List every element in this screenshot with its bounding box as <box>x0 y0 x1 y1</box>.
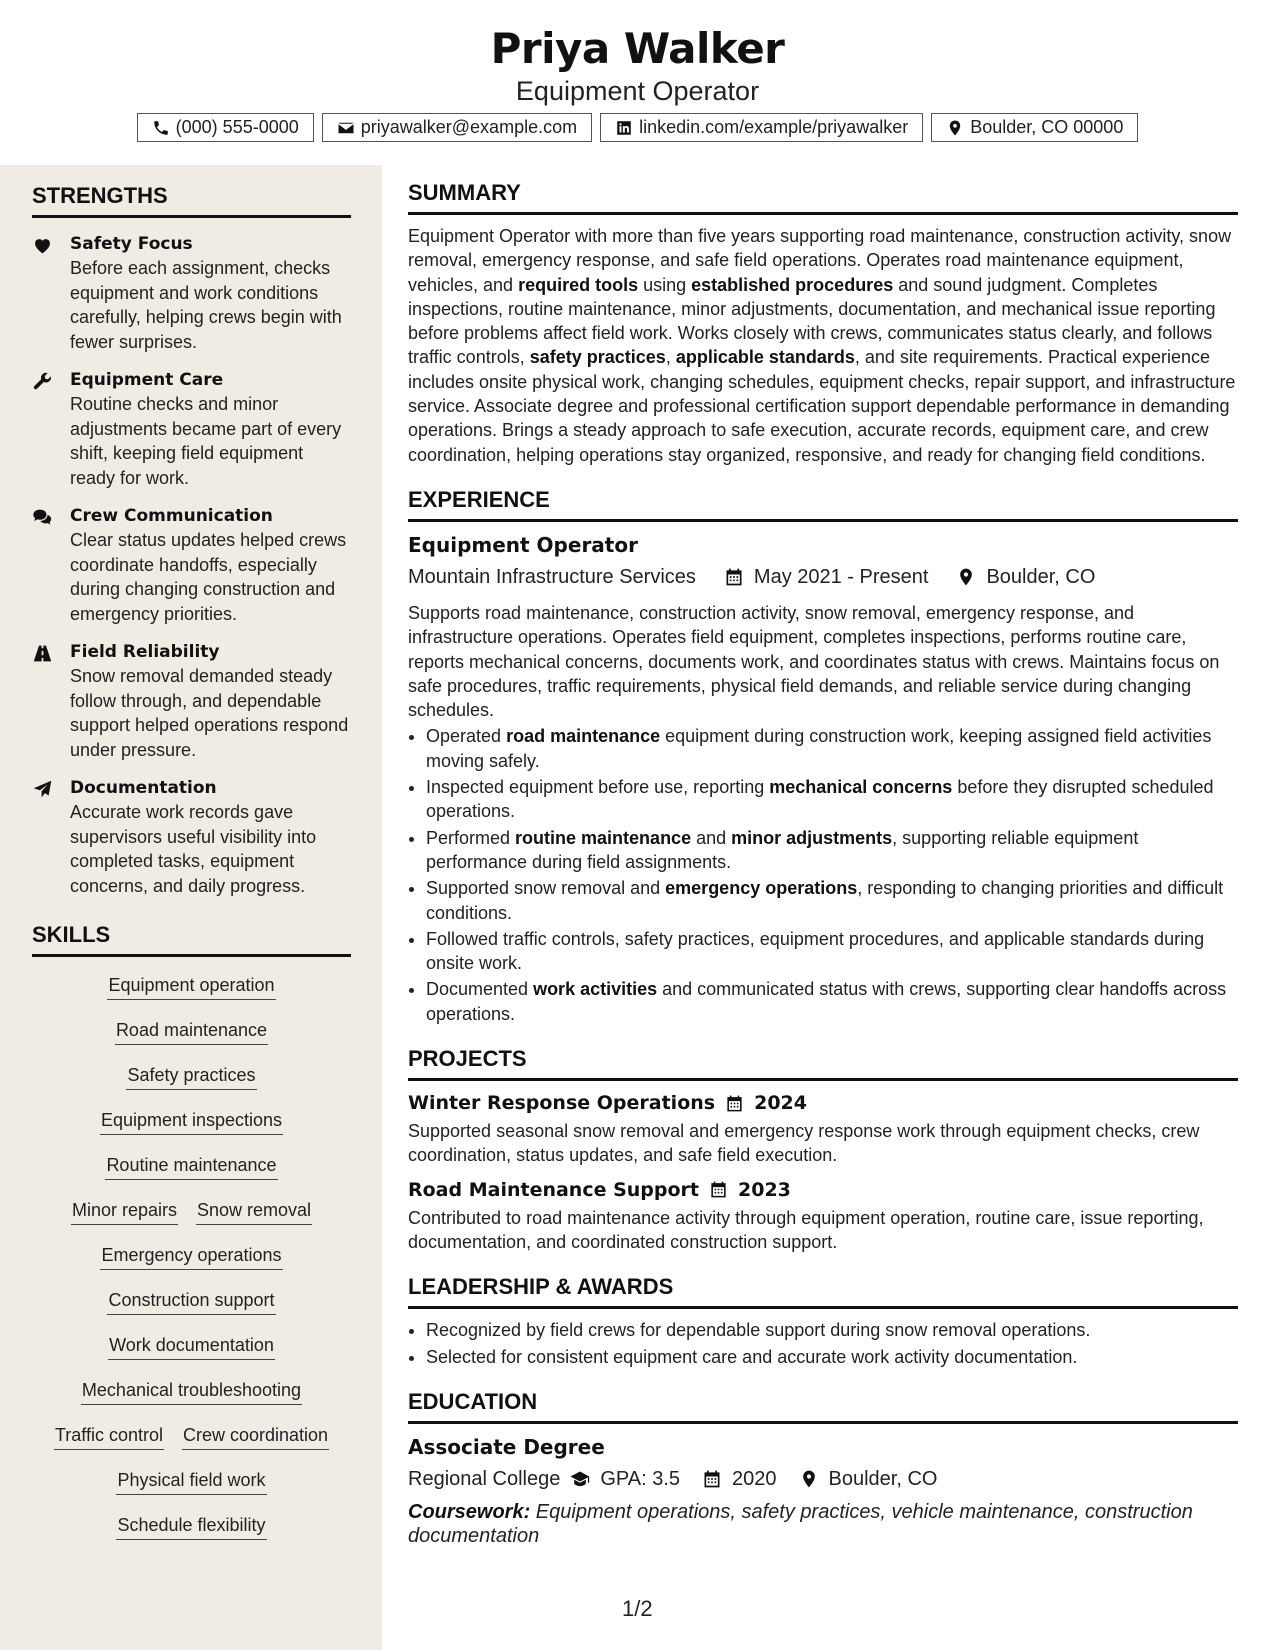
experience-heading: EXPERIENCE <box>408 487 1238 522</box>
contact-location-text: Boulder, CO 00000 <box>970 117 1124 137</box>
contact-bar <box>0 113 1275 142</box>
project-name: Winter Response Operations <box>408 1092 716 1115</box>
strengths-heading: STRENGTHS <box>32 183 351 218</box>
main-content <box>408 180 1238 1548</box>
bold-phrase: established procedures <box>691 274 894 295</box>
skill-tag: Road maintenance <box>115 1018 268 1045</box>
skill-row <box>32 1423 351 1468</box>
job-bullet <box>426 876 1238 925</box>
summary-section <box>408 180 1238 467</box>
project-item <box>408 1176 1238 1255</box>
job-bullet <box>426 977 1238 1026</box>
map-pin-icon <box>946 119 964 137</box>
job-title: Equipment Operator <box>408 532 638 557</box>
contact-email-text: priyawalker@example.com <box>360 117 578 137</box>
text-run: using <box>638 274 692 295</box>
strength-desc: Clear status updates helped crews coordinate handoffs, especially during changing construction and emergency priorities. <box>70 530 347 624</box>
education-section <box>408 1389 1238 1548</box>
skill-tag: Work documentation <box>108 1333 275 1360</box>
text-run: Performed <box>426 827 516 848</box>
skill-tag: Schedule flexibility <box>116 1513 266 1540</box>
skill-tag: Equipment inspections <box>100 1108 283 1135</box>
text-run: Operated <box>426 726 507 747</box>
job-meta <box>408 562 1238 592</box>
skill-row <box>32 1063 351 1108</box>
skill-row <box>32 973 351 1018</box>
bold-phrase: mechanical concerns <box>769 777 953 798</box>
paper-plane-icon <box>32 779 53 800</box>
summary-heading: SUMMARY <box>408 180 1238 215</box>
chat-bubbles-icon <box>32 507 53 528</box>
contact-phone[interactable] <box>137 113 314 142</box>
skill-tag: Crew coordination <box>182 1423 329 1450</box>
text-run: Inspected equipment before use, reporting <box>426 777 770 798</box>
school-name: Regional College <box>408 1467 561 1490</box>
skill-tag: Traffic control <box>54 1423 164 1450</box>
job-bullet <box>426 775 1238 824</box>
award-item: • Recognized by field crews for dependable support during snow removal operations. <box>426 1318 1238 1342</box>
project-name: Road Maintenance Support <box>408 1178 700 1201</box>
coursework-label: Coursework: <box>408 1500 531 1523</box>
bold-phrase: road maintenance <box>506 726 661 747</box>
bold-phrase: emergency operations <box>665 878 858 899</box>
contact-phone-text: (000) 555-0000 <box>175 117 299 137</box>
skill-tag: Minor repairs <box>71 1198 178 1225</box>
skill-row <box>32 1198 351 1243</box>
candidate-role: Equipment Operator <box>515 76 760 106</box>
envelope-icon <box>337 119 355 137</box>
contact-linkedin-text: linkedin.com/example/priyawalker <box>639 117 909 137</box>
strength-desc: Routine checks and minor adjustments became part of every shift, keeping field equipment ready for work. <box>70 394 342 488</box>
text-run: Documented <box>426 979 534 1000</box>
job-bullet <box>426 724 1238 773</box>
skill-row <box>32 1243 351 1288</box>
strength-item <box>32 504 351 626</box>
project-desc: Supported seasonal snow removal and emergency response work through equipment checks, crew coordination, status updates, and safe field execution. <box>408 1121 1200 1166</box>
job-description: Supports road maintenance, construction activity, snow removal, emergency response, and infrastructure operations. Operates field equipment, completes inspections, performs routine care, reports mechanical concerns, documents work, and coordinates status with crews. Maintains focus on safe procedures, traffic requirements, physical field demands, and reliable service during changing schedules. <box>408 602 1220 721</box>
bold-phrase: minor adjustments <box>731 827 893 848</box>
awards-heading: LEADERSHIP & AWARDS <box>408 1274 1238 1309</box>
text-run: Supported snow removal and <box>426 878 666 899</box>
skills-list <box>32 973 351 1558</box>
linkedin-icon <box>615 119 633 137</box>
job-bullet <box>426 826 1238 875</box>
strength-item <box>32 640 351 762</box>
skill-tag: Equipment operation <box>107 973 275 1000</box>
coursework <box>408 1500 1238 1548</box>
text-run: and <box>691 827 732 848</box>
skill-row <box>32 1153 351 1198</box>
text-run: , responding to changing priorities and difficult conditions. <box>426 878 1224 923</box>
graduation-year: 2020 <box>732 1467 777 1490</box>
text-run: , supporting reliable equipment performance during field assignments. <box>426 827 1139 872</box>
strength-item <box>32 368 351 490</box>
coursework-text: Equipment operations, safety practices, vehicle maintenance, construction documentation <box>408 1500 1193 1547</box>
project-item <box>408 1089 1238 1168</box>
project-year: 2024 <box>754 1092 807 1115</box>
text-run: , <box>665 347 676 368</box>
skill-row <box>32 1468 351 1513</box>
job-dates: May 2021 - Present <box>753 565 929 588</box>
degree: Associate Degree <box>408 1434 605 1459</box>
skill-row <box>32 1333 351 1378</box>
strength-item <box>32 776 351 898</box>
awards-list <box>408 1318 1238 1369</box>
text-run: and sound judgment. Completes inspections, routine maintenance, minor adjustments, documentation, and mechanical issue reporting before problems affect field work. Works closely with crews, communicates status clearly, and follows traffic controls, <box>408 274 1216 368</box>
text-run: before they disrupted scheduled operations. <box>426 777 1214 822</box>
bold-phrase: routine maintenance <box>515 827 692 848</box>
skill-tag: Mechanical troubleshooting <box>81 1378 302 1405</box>
skill-tag: Construction support <box>107 1288 275 1315</box>
experience-section <box>408 487 1238 1026</box>
text-run: , and site requirements. Practical experience includes onsite physical work, changing schedules, equipment checks, repair support, and infrastructure service. Associate degree and professional certification support dependable performance in demanding operations. Brings a steady approach to safe execution, accurate records, equipment care, and crew coordination, helping operations stay organized, responsive, and ready for changing field conditions. <box>408 347 1236 465</box>
company-name: Mountain Infrastructure Services <box>408 565 696 588</box>
project-year: 2023 <box>738 1178 791 1201</box>
strength-desc: Before each assignment, checks equipment and work conditions carefully, helping crews begin with fewer surprises. <box>70 258 342 352</box>
strength-item <box>32 232 351 354</box>
skill-row <box>32 1288 351 1333</box>
education-meta <box>408 1464 1238 1494</box>
strength-title: Field Reliability <box>70 642 220 662</box>
strength-title: Safety Focus <box>70 234 193 254</box>
skill-row <box>32 1018 351 1063</box>
calendar-icon <box>725 1094 744 1113</box>
calendar-icon <box>709 1180 728 1199</box>
map-pin-icon <box>956 567 976 587</box>
contact-linkedin[interactable] <box>600 113 923 142</box>
phone-icon <box>152 119 170 137</box>
skill-tag: Safety practices <box>126 1063 256 1090</box>
contact-email[interactable] <box>322 113 592 142</box>
text-run: and communicated status with crews, supporting clear handoffs across operations. <box>426 979 1227 1024</box>
road-icon <box>32 643 53 664</box>
projects-heading: PROJECTS <box>408 1046 1238 1081</box>
map-pin-icon <box>799 1469 819 1489</box>
projects-section <box>408 1046 1238 1254</box>
text-run: Equipment Operator with more than five years supporting road maintenance, construction activity, snow removal, emergency response, and safe field operations. Operates road maintenance equipment, vehicles, and <box>408 226 1232 295</box>
skill-tag: Snow removal <box>196 1198 312 1225</box>
strength-desc: Accurate work records gave supervisors useful visibility into completed tasks, equipment concerns, and daily progress. <box>70 802 317 896</box>
strength-title: Documentation <box>70 778 217 798</box>
project-desc: Contributed to road maintenance activity through equipment operation, routine care, issue reporting, documentation, and coordinated construction support. <box>408 1207 1204 1252</box>
summary-text <box>408 224 1238 467</box>
strength-title: Crew Communication <box>70 506 273 526</box>
sidebar <box>0 165 382 1650</box>
skill-tag: Physical field work <box>116 1468 266 1495</box>
calendar-icon <box>702 1469 722 1489</box>
skill-tag: Emergency operations <box>100 1243 282 1270</box>
text-run: equipment during construction work, keeping assigned field activities moving safely. <box>426 726 1212 771</box>
skill-row <box>32 1513 351 1558</box>
bold-phrase: applicable standards <box>675 347 855 368</box>
awards-section <box>408 1274 1238 1369</box>
strength-title: Equipment Care <box>70 370 224 390</box>
heart-icon <box>32 235 53 256</box>
graduation-cap-icon <box>570 1469 590 1489</box>
strength-desc: Snow removal demanded steady follow through, and dependable support helped operations respond under pressure. <box>70 666 349 760</box>
skill-tag: Routine maintenance <box>105 1153 277 1180</box>
contact-location[interactable] <box>931 113 1138 142</box>
candidate-name: Priya Walker <box>490 24 785 73</box>
bold-phrase: work activities <box>533 979 658 1000</box>
education-heading: EDUCATION <box>408 1389 1238 1424</box>
bold-phrase: safety practices <box>529 347 666 368</box>
page-indicator: 1/2 <box>622 1596 653 1621</box>
calendar-icon <box>724 567 744 587</box>
skill-row <box>32 1108 351 1153</box>
award-item: • Selected for consistent equipment care and accurate work activity documentation. <box>426 1345 1238 1369</box>
gpa: GPA: 3.5 <box>600 1467 680 1490</box>
skill-row <box>32 1378 351 1423</box>
bold-phrase: required tools <box>518 274 639 295</box>
job-bullets <box>408 724 1238 1026</box>
wrench-icon <box>32 371 53 392</box>
education-location: Boulder, CO <box>828 1467 938 1490</box>
job-location: Boulder, CO <box>986 565 1096 588</box>
skills-heading: SKILLS <box>32 922 351 957</box>
text-run: Followed traffic controls, safety practices, equipment procedures, and applicable standards during onsite work. <box>426 928 1205 974</box>
job-bullet <box>426 927 1238 976</box>
